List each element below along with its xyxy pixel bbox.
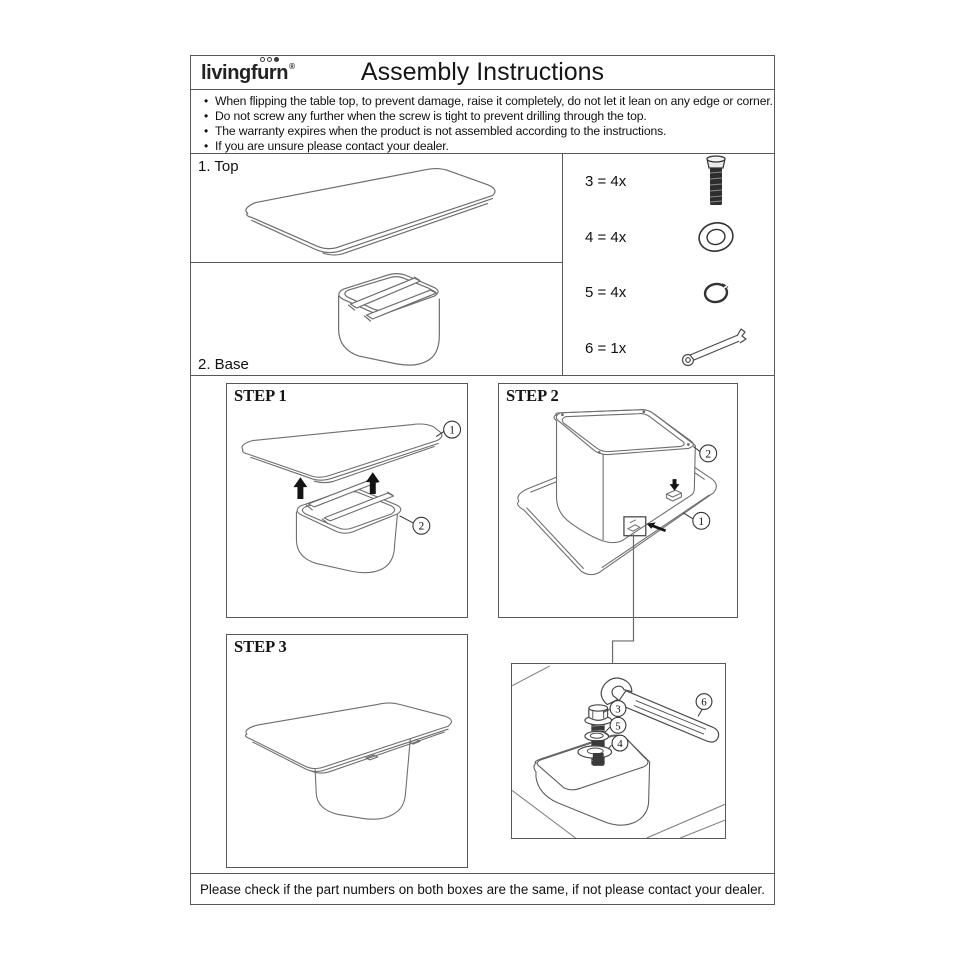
callout-wrench	[696, 694, 712, 710]
detail-box	[511, 663, 726, 839]
callout-base	[413, 517, 430, 534]
part-top-cell	[191, 154, 563, 263]
svg-text:2: 2	[418, 520, 425, 533]
step3-label: STEP 3	[234, 637, 287, 656]
svg-text:1: 1	[449, 424, 455, 437]
hardware-row	[562, 210, 774, 266]
step2-diagram	[499, 384, 737, 617]
callout-bolt	[610, 701, 626, 717]
svg-text:3: 3	[615, 703, 621, 716]
footer-note	[191, 873, 774, 904]
hardware-qty: 6 = 1x	[585, 339, 627, 357]
assembly-steps	[191, 376, 774, 873]
callout-flat-washer	[612, 735, 628, 751]
note-line	[204, 94, 773, 109]
hardware-list	[562, 154, 774, 376]
step3-box	[226, 634, 468, 868]
step1-label: STEP 1	[234, 386, 287, 405]
header	[191, 56, 774, 90]
note-text: • If you are unsure please contact your dealer.	[215, 139, 449, 153]
hardware-row	[562, 265, 774, 321]
footer-text: Please check if the part numbers on both boxes are the same, if not please contact your dealer.	[200, 881, 765, 897]
hardware-row	[562, 154, 774, 210]
hardware-qty: 5 = 4x	[585, 284, 627, 302]
svg-text:5: 5	[615, 720, 621, 733]
instruction-sheet	[190, 55, 775, 905]
spring-washer-icon	[676, 279, 756, 307]
svg-text:4: 4	[617, 738, 623, 751]
brand-name: livingfurn	[201, 62, 289, 84]
part-base-cell	[191, 263, 563, 376]
wrench-icon	[676, 327, 756, 369]
note-line	[204, 139, 770, 154]
callout-spring-washer	[610, 717, 626, 733]
note-line	[204, 124, 770, 139]
callout-base	[700, 445, 717, 462]
hardware-row	[562, 321, 774, 377]
step1-box	[226, 383, 468, 618]
note-text: • When flipping the table top, to prevent damage, raise it completely, do not let it lean on any edge or corner.	[215, 94, 773, 108]
step3-diagram	[227, 635, 467, 867]
callout-top	[444, 421, 461, 438]
part-base-label: 2. Base	[198, 356, 249, 373]
callout-top	[693, 512, 710, 529]
tabletop-drawing	[191, 154, 562, 262]
note-text: • Do not screw any further when the screw is tight to prevent drilling through the top.	[215, 109, 647, 123]
hardware-qty: 4 = 4x	[585, 228, 627, 246]
parts-overview	[191, 154, 774, 376]
flat-washer-icon	[676, 219, 756, 255]
svg-text:6: 6	[701, 696, 707, 709]
hex-bolt-icon	[676, 155, 756, 209]
svg-text:2: 2	[705, 448, 712, 461]
step1-diagram	[227, 384, 467, 617]
hardware-qty: 3 = 4x	[585, 173, 627, 191]
note-line	[204, 109, 770, 124]
note-text: • The warranty expires when the product is not assembled according to the instructions.	[215, 124, 667, 138]
trademark-symbol: ®	[289, 62, 295, 71]
step2-label: STEP 2	[506, 386, 559, 405]
page-title: Assembly Instructions	[360, 58, 605, 86]
svg-text:1: 1	[698, 515, 705, 528]
safety-notes	[191, 90, 774, 154]
step2-box	[498, 383, 738, 618]
part-top-label: 1. Top	[198, 158, 239, 175]
fastening-detail-diagram	[512, 664, 725, 838]
